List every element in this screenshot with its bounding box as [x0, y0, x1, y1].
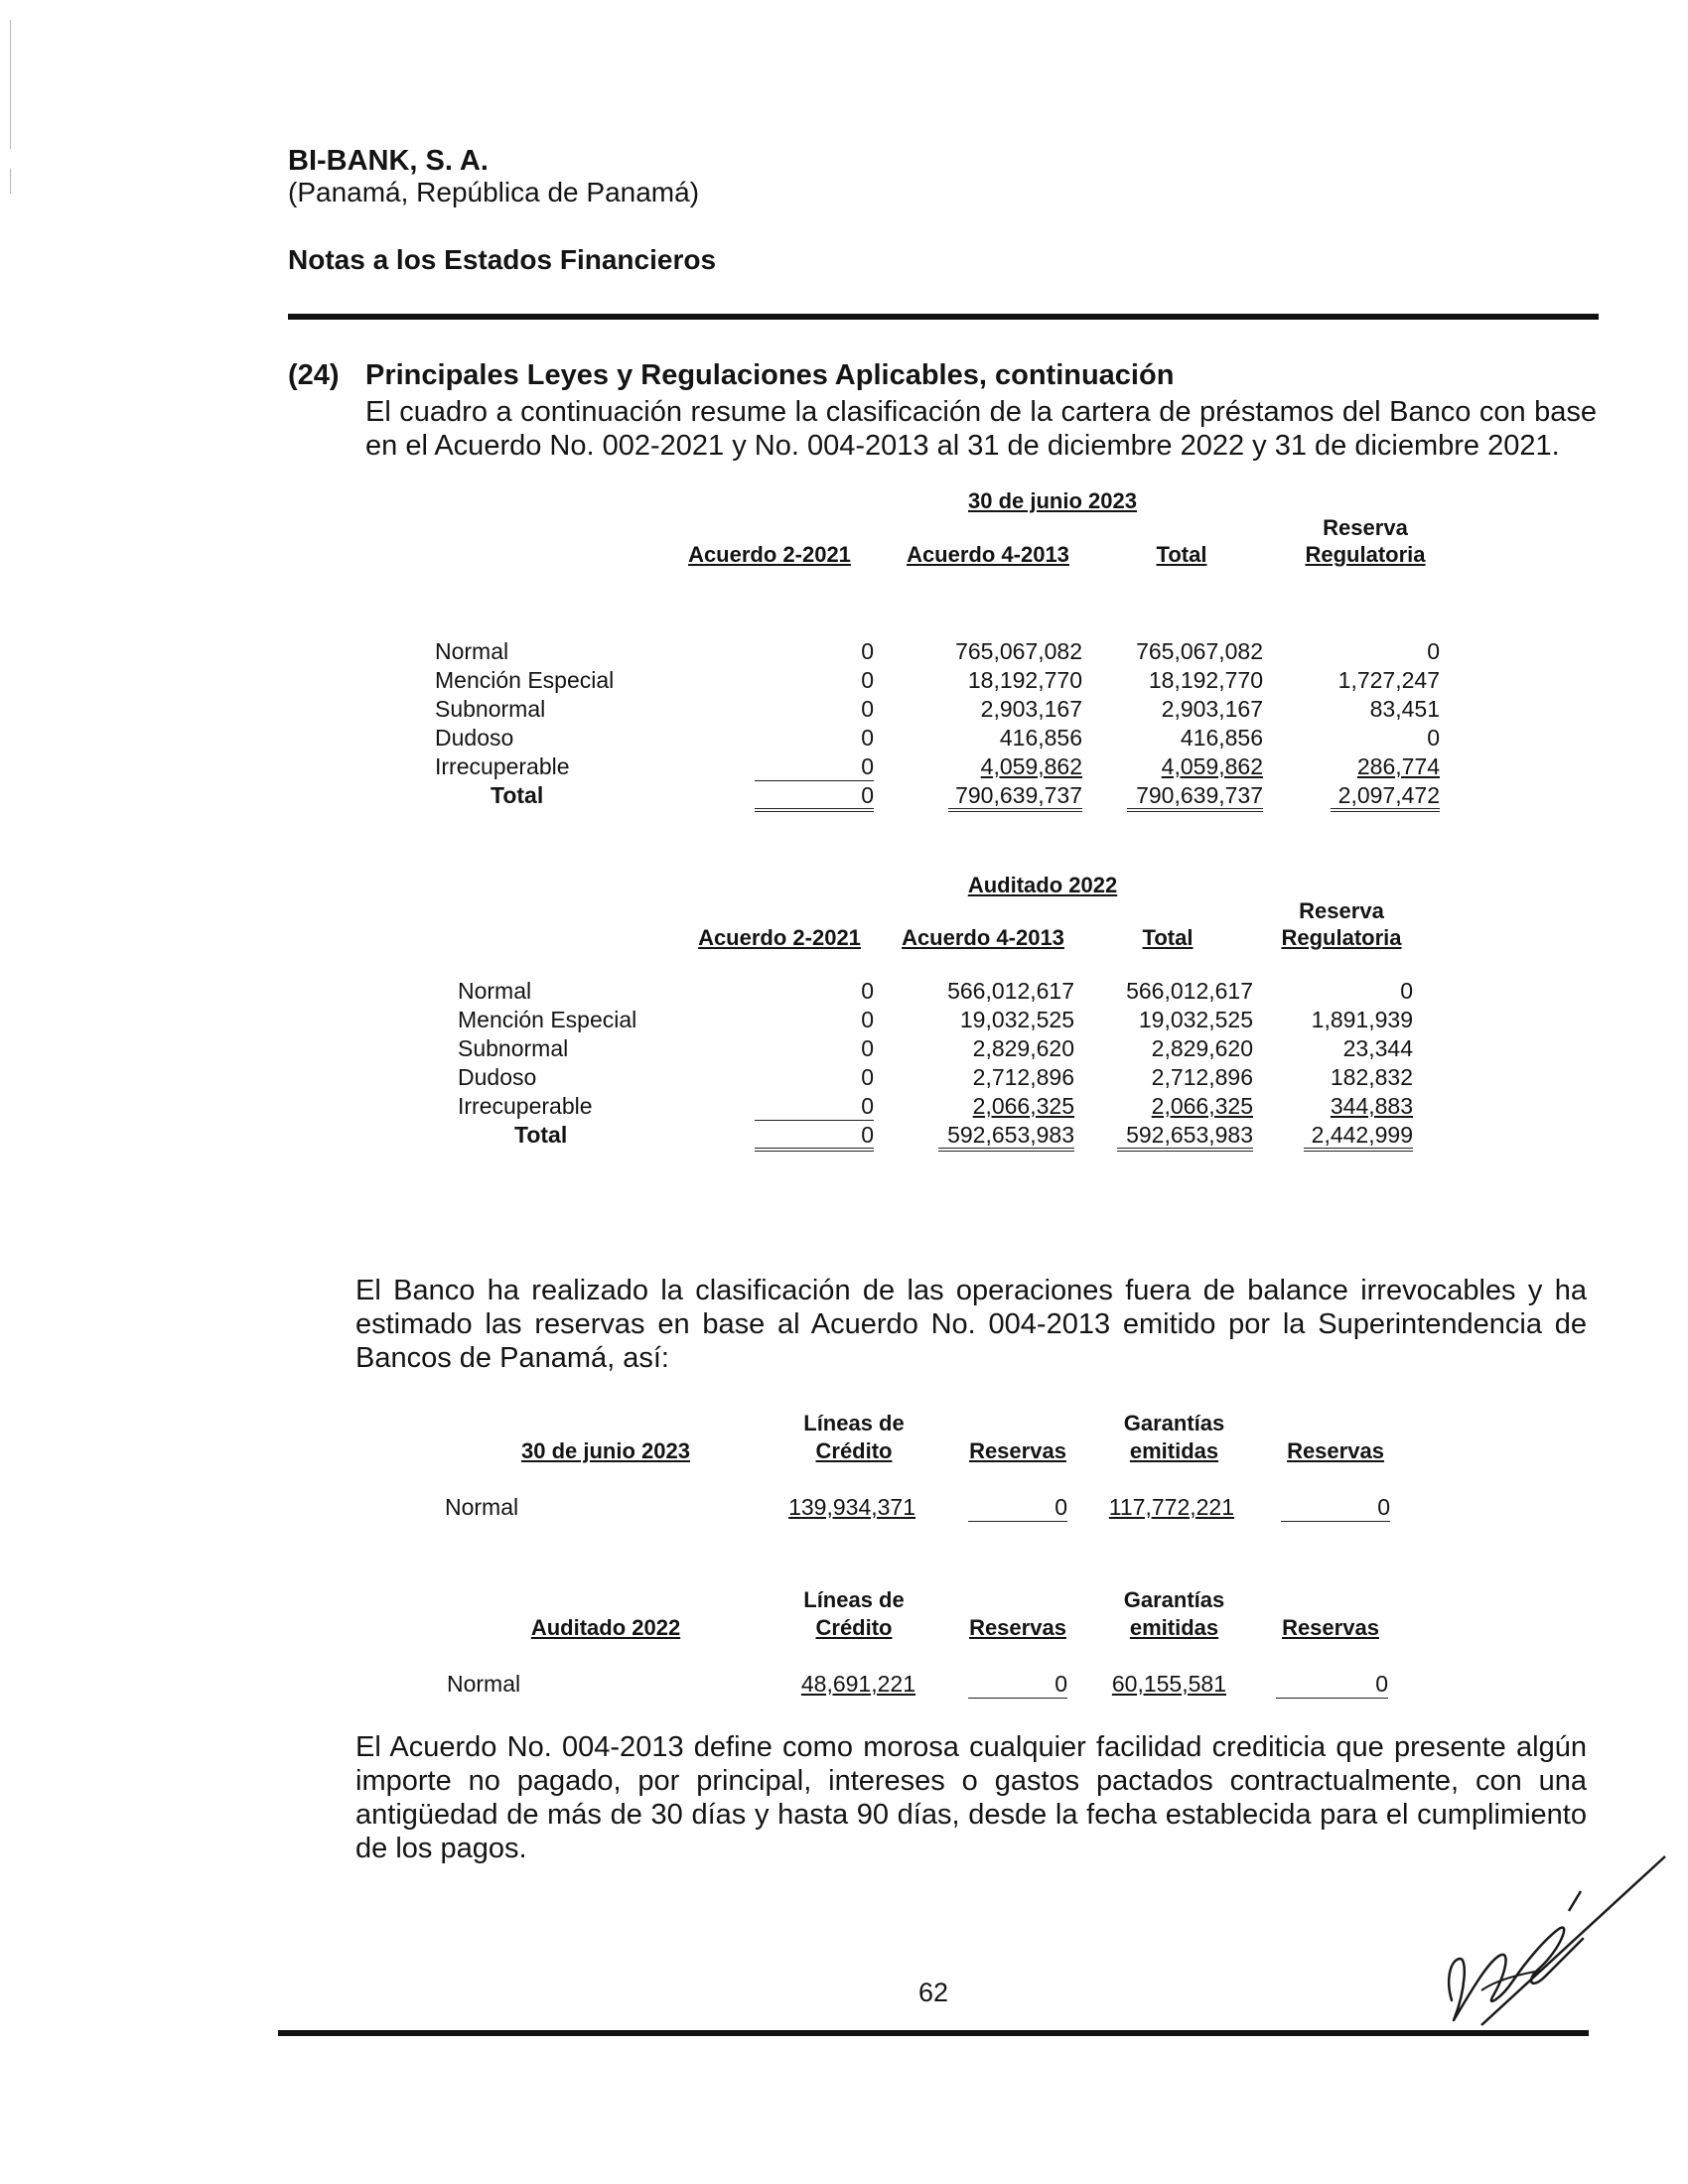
section-intro [365, 395, 1597, 463]
row-label: Irrecuperable [458, 1093, 593, 1119]
paragraph-line: Bancos de Panamá, así: [355, 1342, 669, 1374]
col-header-emitidas: emitidas [1129, 1438, 1219, 1463]
cell-lineas-credito: 139,934,371 [788, 1494, 915, 1520]
cell-reserva: 1,727,247 [1337, 667, 1440, 693]
col-header-lineas: Líneas de [803, 1587, 905, 1612]
col-header-reservas: Reservas [1287, 1438, 1384, 1463]
table-period-heading: Auditado 2022 [967, 873, 1118, 897]
cell-total: 18,192,770 [1148, 667, 1263, 693]
cell-rule [968, 1521, 1067, 1522]
col-header-reservas: Reservas [1282, 1615, 1379, 1640]
row-label: Irrecuperable [435, 753, 570, 779]
cell-acuerdo-4-2013: 2,829,620 [972, 1035, 1074, 1061]
cell-acuerdo-4-2013: 416,856 [999, 725, 1082, 751]
col-header-garantias: Garantías [1123, 1587, 1225, 1612]
paragraph-line: antigüedad de más de 30 días y hasta 90 días, desde la fecha establecida para el cumplimiento [355, 1799, 1587, 1831]
row-label: Mención Especial [435, 667, 615, 693]
footer-rule [278, 2030, 1589, 2036]
row-label: Normal [435, 638, 509, 664]
cell-acuerdo-2-2021: 0 [861, 667, 874, 693]
col-header-acuerdo-4-2013: Acuerdo 4-2013 [902, 925, 1064, 950]
cell-reserva: 23,344 [1342, 1035, 1413, 1061]
cell-acuerdo-2-2021: 0 [861, 638, 874, 664]
total-double-rule [1117, 1148, 1253, 1152]
total-double-rule [1304, 1148, 1413, 1152]
scan-margin-mark [10, 20, 11, 149]
cell-total: 566,012,617 [1126, 978, 1253, 1004]
col-header-credito: Crédito [815, 1615, 893, 1640]
cell-acuerdo-2-2021: 0 [861, 725, 874, 751]
col-header-total: Total [1156, 542, 1207, 567]
company-name: BI-BANK, S. A. [288, 145, 489, 177]
cell-reservas: 0 [1375, 1671, 1388, 1697]
col-header-garantias: Garantías [1123, 1411, 1225, 1435]
total-label: Total [514, 1122, 568, 1148]
paragraph-line: El Banco ha realizado la clasificación de las operaciones fuera de balance irrevocables y ha [355, 1275, 1587, 1306]
col-header-acuerdo-4-2013: Acuerdo 4-2013 [907, 542, 1069, 567]
col-header-emitidas: emitidas [1129, 1615, 1219, 1640]
total-acuerdo-4-2013: 592,653,983 [947, 1122, 1074, 1148]
col-header-reservas: Reservas [969, 1438, 1066, 1463]
total-total: 592,653,983 [1126, 1122, 1253, 1148]
col-header-total: Total [1142, 925, 1194, 950]
cell-acuerdo-2-2021: 0 [861, 1064, 874, 1090]
total-double-rule [948, 808, 1082, 812]
cell-acuerdo-4-2013: 566,012,617 [947, 978, 1074, 1004]
cell-rule [968, 1698, 1067, 1699]
table-period-heading: 30 de junio 2023 [521, 1438, 690, 1463]
paragraph-line: de los pagos. [355, 1833, 527, 1864]
paragraph-line: estimado las reservas en base al Acuerdo No. 004-2013 emitido por la Superintendencia de [355, 1308, 1587, 1340]
total-double-rule [755, 1148, 874, 1152]
total-acuerdo-4-2013: 790,639,737 [955, 782, 1082, 808]
cell-lineas-credito: 48,691,221 [800, 1671, 915, 1697]
cell-total: 2,066,325 [1151, 1093, 1253, 1119]
col-header-reserva: Reserva [1323, 515, 1408, 540]
cell-acuerdo-2-2021: 0 [861, 1035, 874, 1061]
paragraph-line: El Acuerdo No. 004-2013 define como morosa cualquier facilidad crediticia que presente algún [355, 1731, 1587, 1763]
paragraph-line: importe no pagado, por principal, intereses o gastos pactados contractualmente, con una [355, 1765, 1587, 1797]
intro-line: El cuadro a continuación resume la clasificación de la cartera de préstamos del Banco con base [365, 396, 1597, 428]
cell-reservas: 0 [1055, 1671, 1067, 1697]
row-label: Mención Especial [458, 1007, 637, 1032]
page-number: 62 [917, 1978, 949, 2007]
cell-reservas: 0 [1377, 1494, 1390, 1520]
cell-total: 765,067,082 [1136, 638, 1263, 664]
cell-total: 4,059,862 [1161, 753, 1263, 779]
col-header-reserva: Reserva [1299, 898, 1384, 923]
cell-acuerdo-4-2013: 2,066,325 [972, 1093, 1074, 1119]
subtotal-rule [755, 780, 874, 781]
col-header-lineas: Líneas de [803, 1411, 905, 1435]
subtotal-rule [755, 1120, 874, 1121]
total-total: 790,639,737 [1136, 782, 1263, 808]
total-acuerdo-2-2021: 0 [861, 1122, 874, 1148]
cell-acuerdo-4-2013: 2,712,896 [972, 1064, 1074, 1090]
row-label: Normal [445, 1494, 519, 1520]
col-header-credito: Crédito [815, 1438, 893, 1463]
cell-rule [1281, 1521, 1390, 1522]
cell-total: 416,856 [1180, 725, 1263, 751]
cell-total: 2,829,620 [1151, 1035, 1253, 1061]
cell-acuerdo-4-2013: 18,192,770 [967, 667, 1082, 693]
cell-rule [1276, 1698, 1388, 1699]
row-label: Subnormal [435, 696, 546, 722]
handwritten-signature [1422, 1832, 1670, 2030]
cell-total: 2,712,896 [1151, 1064, 1253, 1090]
cell-reserva: 83,451 [1369, 696, 1440, 722]
row-label: Dudoso [458, 1064, 537, 1090]
section-number: (24) [288, 359, 340, 391]
total-double-rule [755, 808, 874, 812]
total-reserva: 2,097,472 [1337, 782, 1440, 808]
cell-acuerdo-2-2021: 0 [861, 978, 874, 1004]
cell-acuerdo-4-2013: 19,032,525 [959, 1007, 1074, 1032]
cell-reserva: 1,891,939 [1311, 1007, 1413, 1032]
cell-acuerdo-2-2021: 0 [861, 1093, 874, 1119]
scan-margin-mark [10, 169, 11, 194]
col-header-regulatoria: Regulatoria [1281, 925, 1402, 950]
row-label: Subnormal [458, 1035, 569, 1061]
total-double-rule [1127, 808, 1263, 812]
col-header-reservas: Reservas [969, 1615, 1066, 1640]
total-reserva: 2,442,999 [1311, 1122, 1413, 1148]
col-header-acuerdo-2-2021: Acuerdo 2-2021 [688, 542, 851, 567]
cell-reserva: 0 [1427, 725, 1440, 751]
cell-acuerdo-4-2013: 4,059,862 [980, 753, 1082, 779]
cell-reserva: 182,832 [1330, 1064, 1413, 1090]
cell-total: 19,032,525 [1138, 1007, 1253, 1032]
row-label: Normal [458, 978, 532, 1004]
intro-line: en el Acuerdo No. 002-2021 y No. 004-2013 al 31 de diciembre 2022 y 31 de diciembre 2021. [365, 430, 1560, 462]
row-label: Normal [447, 1671, 521, 1697]
cell-acuerdo-2-2021: 0 [861, 753, 874, 779]
document-subtitle: Notas a los Estados Financieros [288, 244, 717, 275]
cell-acuerdo-4-2013: 765,067,082 [955, 638, 1082, 664]
col-header-regulatoria: Regulatoria [1305, 542, 1426, 567]
cell-garantias: 60,155,581 [1111, 1671, 1226, 1697]
cell-acuerdo-2-2021: 0 [861, 1007, 874, 1032]
header-rule [288, 314, 1599, 320]
table-period-heading: 30 de junio 2023 [968, 488, 1137, 513]
section-title: Principales Leyes y Regulaciones Aplicables, continuación [365, 359, 1175, 391]
cell-acuerdo-4-2013: 2,903,167 [980, 696, 1082, 722]
cell-reserva: 344,883 [1330, 1093, 1413, 1119]
total-double-rule [938, 1148, 1074, 1152]
total-double-rule [1331, 808, 1440, 812]
table-period-heading: Auditado 2022 [530, 1615, 681, 1640]
cell-reserva: 0 [1427, 638, 1440, 664]
cell-reserva: 286,774 [1356, 753, 1440, 779]
cell-total: 2,903,167 [1161, 696, 1263, 722]
morosa-paragraph [355, 1730, 1587, 1865]
row-label: Dudoso [435, 725, 514, 751]
cell-garantias: 117,772,221 [1108, 1494, 1234, 1520]
col-header-acuerdo-2-2021: Acuerdo 2-2021 [698, 925, 861, 950]
offbalance-paragraph [355, 1274, 1587, 1375]
total-acuerdo-2-2021: 0 [861, 782, 874, 808]
cell-reservas: 0 [1055, 1494, 1067, 1520]
company-location: (Panamá, República de Panamá) [288, 177, 700, 207]
cell-reserva: 0 [1400, 978, 1413, 1004]
total-label: Total [491, 782, 544, 808]
cell-acuerdo-2-2021: 0 [861, 696, 874, 722]
